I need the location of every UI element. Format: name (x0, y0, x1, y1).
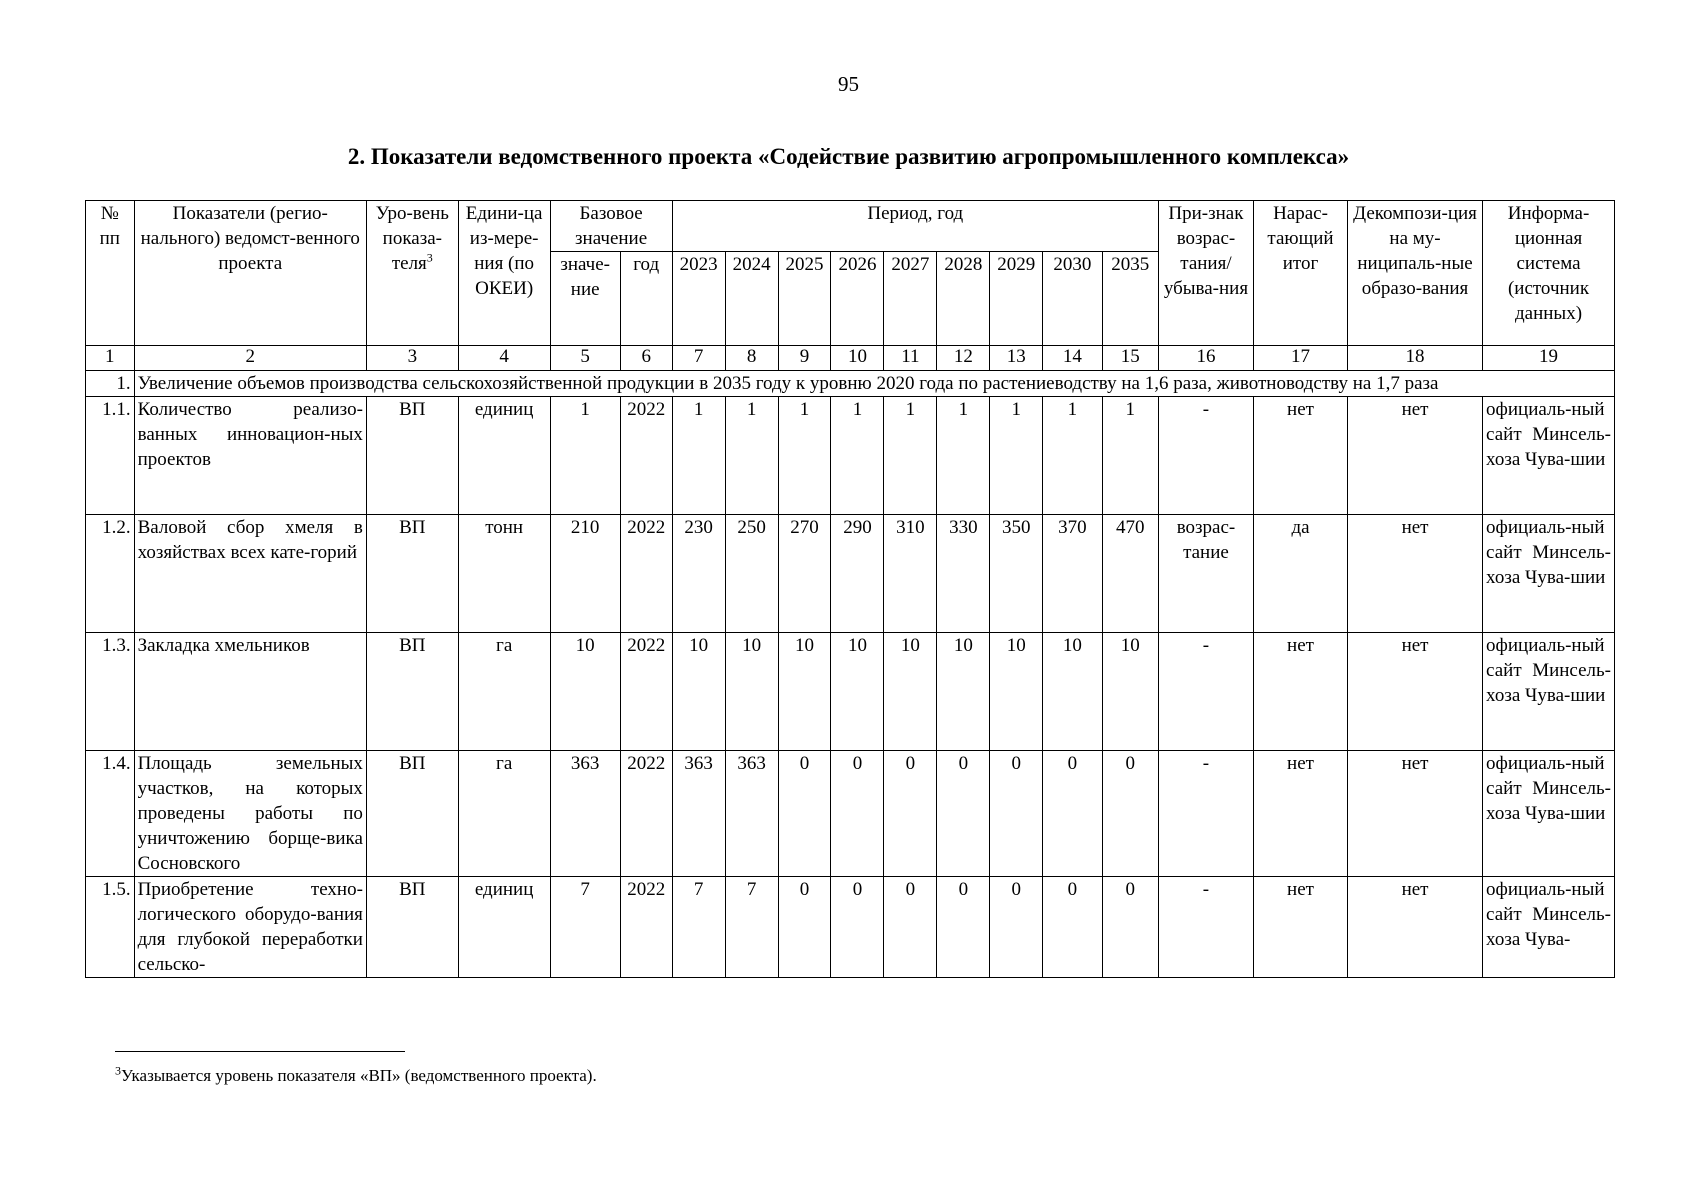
year-value: 250 (725, 515, 778, 633)
info-system: официаль-ный сайт Минсель-хоза Чува-шии (1483, 751, 1615, 877)
column-number: 2 (134, 346, 366, 371)
year-value: 10 (672, 633, 725, 751)
row-number: 1.2. (86, 515, 135, 633)
header-num: № пп (86, 201, 135, 346)
header-period: Период, год (672, 201, 1158, 252)
info-system: официаль-ный сайт Минсель-хоза Чува- (1483, 877, 1615, 978)
row-number: 1.4. (86, 751, 135, 877)
header-row (86, 201, 1615, 252)
column-number: 4 (458, 346, 550, 371)
growth-sign: - (1158, 397, 1253, 515)
year-value: 363 (672, 751, 725, 877)
year-value: 0 (1102, 751, 1158, 877)
header-decomposition: Декомпози-ция на му-ниципаль-ные образо-вания (1348, 201, 1483, 346)
year-value: 1 (1043, 397, 1102, 515)
table-row (86, 397, 1615, 515)
header-indicator: Показатели (регио-нального) ведомст-венного проекта (134, 201, 366, 346)
table-row (86, 751, 1615, 877)
info-system: официаль-ный сайт Минсель-хоза Чува-шии (1483, 515, 1615, 633)
column-number: 5 (550, 346, 620, 371)
year-value: 7 (725, 877, 778, 978)
header-year: 2029 (990, 252, 1043, 346)
indicator-name: Площадь земельных участков, на которых проведены работы по уничтожению борще-вика Сосновского (134, 751, 366, 877)
year-value: 0 (1102, 877, 1158, 978)
info-system: официаль-ный сайт Минсель-хоза Чува-шии (1483, 633, 1615, 751)
base-value: 1 (550, 397, 620, 515)
column-number: 10 (831, 346, 884, 371)
page-number: 95 (838, 72, 859, 96)
year-value: 330 (937, 515, 990, 633)
indicator-name: Приобретение техно-логического оборудо-вания для глубокой переработки сельско- (134, 877, 366, 978)
table-row (86, 633, 1615, 751)
table-row (86, 515, 1615, 633)
header-level: Уро-вень показа-теля$^3$ (366, 201, 458, 346)
header-unit: Едини-ца из-мере-ния (по ОКЕИ) (458, 201, 550, 346)
header-sign: При-знак возрас-тания/ убыва-ния (1158, 201, 1253, 346)
column-number: 3 (366, 346, 458, 371)
page-title: 2. Показатели ведомственного проекта «Содействие развитию агропромышленного комплекса» (347, 144, 1350, 169)
header-year: 2030 (1043, 252, 1102, 346)
cumulative: нет (1254, 633, 1348, 751)
year-value: 1 (937, 397, 990, 515)
header-year: 2024 (725, 252, 778, 346)
footnote-text: Указывается уровень показателя «ВП» (ведомственного проекта). (121, 1066, 597, 1085)
base-value: 7 (550, 877, 620, 978)
year-value: 0 (990, 751, 1043, 877)
growth-sign: возрас-тание (1158, 515, 1253, 633)
cumulative: нет (1254, 397, 1348, 515)
header-info-system: Информа-ционная система (источник данных) (1483, 201, 1615, 346)
year-value: 1 (1102, 397, 1158, 515)
indicator-name: Закладка хмельников (134, 633, 366, 751)
goal-number: 1. (86, 371, 135, 397)
column-number: 9 (778, 346, 831, 371)
cumulative: да (1254, 515, 1348, 633)
year-value: 0 (884, 751, 937, 877)
header-year: 2026 (831, 252, 884, 346)
year-value: 470 (1102, 515, 1158, 633)
base-year: 2022 (620, 397, 672, 515)
base-year: 2022 (620, 877, 672, 978)
year-value: 10 (990, 633, 1043, 751)
header-cumulative: Нарас-тающий итог (1254, 201, 1348, 346)
unit: га (458, 751, 550, 877)
indicator-level: ВП (366, 877, 458, 978)
year-value: 0 (1043, 877, 1102, 978)
year-value: 363 (725, 751, 778, 877)
indicator-level: ВП (366, 633, 458, 751)
footnote-divider (115, 1051, 405, 1052)
header-year: 2025 (778, 252, 831, 346)
header-year: 2023 (672, 252, 725, 346)
column-number: 16 (1158, 346, 1253, 371)
year-value: 0 (778, 751, 831, 877)
info-system: официаль-ный сайт Минсель-хоза Чува-шии (1483, 397, 1615, 515)
column-number: 7 (672, 346, 725, 371)
column-number: 12 (937, 346, 990, 371)
year-value: 270 (778, 515, 831, 633)
header-year: 2028 (937, 252, 990, 346)
decomposition: нет (1348, 751, 1483, 877)
column-number: 11 (884, 346, 937, 371)
year-value: 0 (1043, 751, 1102, 877)
header-base-value: значе-ние (550, 252, 620, 346)
year-value: 0 (937, 877, 990, 978)
row-number: 1.5. (86, 877, 135, 978)
goal-text: Увеличение объемов производства сельскохозяйственной продукции в 2035 году к уровню 2020 года по растениеводству на 1,6 раза, животноводству на 1,7 раза (134, 371, 1614, 397)
year-value: 0 (831, 877, 884, 978)
indicators-table (85, 200, 1615, 978)
unit: единиц (458, 397, 550, 515)
year-value: 0 (937, 751, 990, 877)
year-value: 1 (778, 397, 831, 515)
year-value: 7 (672, 877, 725, 978)
year-value: 10 (884, 633, 937, 751)
year-value: 10 (1043, 633, 1102, 751)
row-number: 1.1. (86, 397, 135, 515)
decomposition: нет (1348, 515, 1483, 633)
column-number: 18 (1348, 346, 1483, 371)
year-value: 370 (1043, 515, 1102, 633)
cumulative: нет (1254, 751, 1348, 877)
base-year: 2022 (620, 751, 672, 877)
decomposition: нет (1348, 397, 1483, 515)
year-value: 10 (725, 633, 778, 751)
unit: тонн (458, 515, 550, 633)
footnote (115, 1063, 597, 1086)
base-year: 2022 (620, 633, 672, 751)
year-value: 1 (672, 397, 725, 515)
column-number: 6 (620, 346, 672, 371)
year-value: 350 (990, 515, 1043, 633)
decomposition: нет (1348, 877, 1483, 978)
column-number-row (86, 346, 1615, 371)
year-value: 1 (831, 397, 884, 515)
year-value: 0 (831, 751, 884, 877)
base-year: 2022 (620, 515, 672, 633)
footnote-mark: 3 (115, 1063, 121, 1078)
year-value: 1 (725, 397, 778, 515)
growth-sign: - (1158, 633, 1253, 751)
year-value: 10 (1102, 633, 1158, 751)
table-row (86, 877, 1615, 978)
indicator-name: Количество реализо-ванных инновацион-ных проектов (134, 397, 366, 515)
base-value: 210 (550, 515, 620, 633)
year-value: 10 (778, 633, 831, 751)
cumulative: нет (1254, 877, 1348, 978)
year-value: 1 (990, 397, 1043, 515)
indicator-level: ВП (366, 397, 458, 515)
header-base-year: год (620, 252, 672, 346)
year-value: 0 (990, 877, 1043, 978)
goal-row (86, 371, 1615, 397)
header-base: Базовое значение (550, 201, 672, 252)
year-value: 10 (937, 633, 990, 751)
year-value: 0 (884, 877, 937, 978)
year-value: 10 (831, 633, 884, 751)
indicator-name: Валовой сбор хмеля в хозяйствах всех кате-горий (134, 515, 366, 633)
decomposition: нет (1348, 633, 1483, 751)
growth-sign: - (1158, 877, 1253, 978)
row-number: 1.3. (86, 633, 135, 751)
unit: га (458, 633, 550, 751)
year-value: 310 (884, 515, 937, 633)
base-value: 363 (550, 751, 620, 877)
growth-sign: - (1158, 751, 1253, 877)
year-value: 1 (884, 397, 937, 515)
indicator-level: ВП (366, 515, 458, 633)
column-number: 15 (1102, 346, 1158, 371)
column-number: 14 (1043, 346, 1102, 371)
header-year: 2027 (884, 252, 937, 346)
column-number: 1 (86, 346, 135, 371)
unit: единиц (458, 877, 550, 978)
column-number: 8 (725, 346, 778, 371)
year-value: 230 (672, 515, 725, 633)
column-number: 17 (1254, 346, 1348, 371)
year-value: 0 (778, 877, 831, 978)
column-number: 19 (1483, 346, 1615, 371)
column-number: 13 (990, 346, 1043, 371)
indicator-level: ВП (366, 751, 458, 877)
base-value: 10 (550, 633, 620, 751)
header-year: 2035 (1102, 252, 1158, 346)
year-value: 290 (831, 515, 884, 633)
